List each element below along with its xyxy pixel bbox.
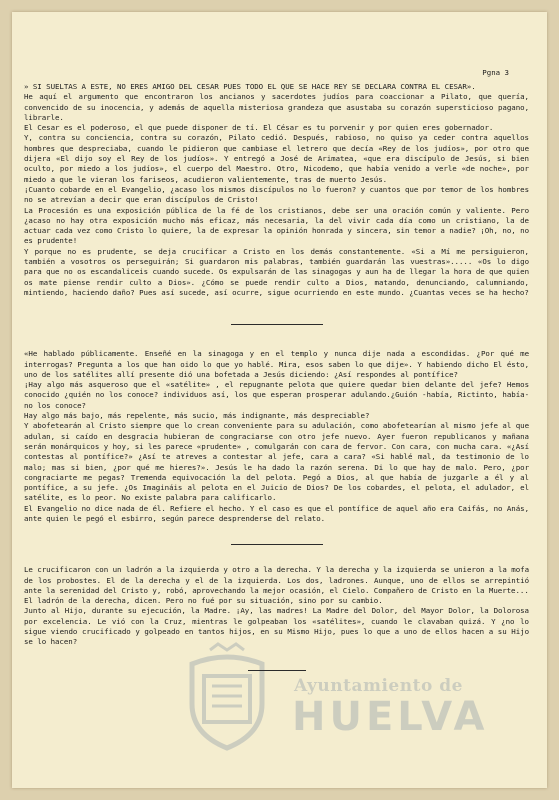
paragraph: Le crucificaron con un ladrón a la izquierda y otro a la derecha. Y la derecha y la izquierda se unieron a la mofa de los probostes. El de la derecha y el de la izquierda. Los dos, ladrones. Aunque, uno de ellos se arrepintió ante la serenidad del Cristo y, robó, aprovechando la mejor ocasión, el Cielo. Compañero de Cristo en la Muerte...	[24, 565, 529, 595]
document-page	[12, 12, 547, 788]
text-block-1	[24, 82, 529, 298]
section-divider	[231, 324, 323, 325]
paragraph: He aquí el argumento que encontraron los ancianos y sacerdotes judíos para coaccionar a Pilato, que quería, convencido de su inocencia, y además de aquella misteriosa grandeza que asustaba su corazón supersticioso pagano, librarle.	[24, 92, 529, 122]
paragraph: El ladrón de la derecha, dicen. Pero no fué por su situación, sino por su cambio.	[24, 596, 383, 606]
paragraph: ¡Hay algo más asqueroso que el «satélite» , el repugnante pelota que quiere quedar bien delante del jefe? Hemos conocido ¿quién no los conoce? individuos así, los que esperan prosperar adulando.¿Guión -había, Rictinto, había- no los conoce?	[24, 380, 529, 410]
watermark-line-1: Ayuntamiento de	[294, 676, 463, 696]
paragraph: El Cesar es el poderoso, el que puede disponer de tí. El César es tu porvenir y por quien eres gobernador.	[24, 123, 494, 133]
paragraph: El Evangelio no dice nada de él. Refiere el hecho. Y el caso es que el pontífice de aquel año era Caifás, no Anás, ante quien le pegó el esbirro, según parece desprenderse del relato.	[24, 503, 529, 523]
body-text	[24, 82, 529, 671]
section-divider	[231, 544, 323, 545]
text-block-3	[24, 565, 529, 647]
paragraph: La Procesión es una exposición pública de la fé de los cristianos, debe ser una oración común y valiente. Pero ¿acaso no hay otra exposición mucho más eficaz, más necesaria, la del vivir cada día como un cristiano, la de actuar cada vez como Cristo lo quiere, la de expresar la opinión honrada y sincera, sin temor a nadie? ¡Oh, no, no es prudente!	[24, 205, 529, 246]
paragraph: Y abofetearán al Cristo siempre que lo crean conveniente para su adulación, como abofetearían al mismo jefe al que adulan, si caído en desgracia hubieran de congraciarse con otro jefe nuevo. Ayer fueron republicanos y mañana serán monárquicos y hoy, si les parece «prudente» , comulgarán con cara de fervor. Con cara, con mucha cara. «¿Así contestas al pontífice?» ¿Así te atreves a contestar al jefe, cara a cara? «Si hablé mal, da testimonio de lo malo; mas si bien, ¿por qué me hieres?». Jesús le ha dado la razón serena. Di lo que hay de malo. Pero, ¿por congraciarte me pegas? Tremenda equivocación la del pelota. Pegó a Dios, al que había de juzgarle a él y al pontífice, a su jefe. ¿Os Imagináis al pelota en el Juicio de Dios? De los cobardes, el pelota, el adulador, el satélite, es lo peor. No existe palabra para calificarlo.	[24, 421, 529, 503]
text-block-2	[24, 349, 529, 524]
paragraph: » SI SUELTAS A ESTE, NO ERES AMIGO DEL CESAR PUES TODO EL QUE SE HACE REY SE DECLARA CONTRA EL CESAR».	[24, 82, 476, 91]
paragraph: Y porque no es prudente, se deja crucificar a Cristo en los demás constantemente. «Si a Mí me persiguieron, también a vosotros os perseguirán; Si guardaron mis palabras, también guardarán las vuestras»..... «Os lo digo para que no os escandaliceis cuando sucede. Os expulsarán de las sinagogas y aun ha de llegar la hora de que quien os mate piense rendir culto a Dios». ¿Cómo se puede rendir culto a Dios, matando, denunciando, calumniando, mintiendo, haciendo daño? Pues así sucede, así ocurre, sigue ocurriendo en este mundo. ¿Cuantas veces se ha hecho?	[24, 246, 529, 297]
page-number: Pgna 3	[482, 68, 509, 77]
paragraph: Y, contra su conciencia, contra su corazón, Pilato cedió. Después, rabioso, no quiso ya ceder contra aquellos hombres que despreciaba, cuando le pidieron que cambiase el letrero que decía «Rey de los judíos», por otro que dijera «El dijo soy el Rey de los judíos». Y entregó a José de Arimatea, «que era discípulo de Jesús, si bien oculto, por miedo a los judíos», el cuerpo del Maestro. Otro, Nicodemo, que había venido a verle «de noche», por miedo a que le vieran los fariseos, acudieron valientemente, tras de muerto Jesús.	[24, 133, 529, 184]
paragraph: Hay algo más bajo, más repelente, más sucio, más indignante, más despreciable?	[24, 411, 370, 421]
end-divider	[248, 670, 306, 671]
paragraph: ¡Cuanto cobarde en el Evangelio, ¿acaso los mismos discípulos no lo fueron? y cuantos que por temor de los hombres no se atrevían a decir que eran discípulos de Cristo!	[24, 184, 529, 205]
paragraph: Junto al Hijo, durante su ejecución, la Madre. ¡Ay, las madres! La Madre del Dolor, del Mayor Dolor, la Dolorosa por excelencia. Le vió con la Cruz, mientras le golpeaban los «satélites», cuando le clavaban quizá. Y ¿no lo sigue viendo crucificado y golpeado en tantos hijos, en su Mismo Hijo, pues lo que a uno de ellos hacen a su Hijo se lo hacen?	[24, 606, 529, 647]
paragraph: «He hablado públicamente. Enseñé en la sinagoga y en el templo y nunca dije nada a escondidas. ¿Por qué me interrogas? Pregunta a los que han oido lo que yo hablé. Mira, esos saben lo que dije». Y habiendo dicho El ésto, uno de los satélites allí presente dió una bofetada a Jesús diciendo: ¿Así respondes al pontífice?	[24, 349, 529, 379]
watermark-line-2: HUELVA	[292, 694, 489, 740]
